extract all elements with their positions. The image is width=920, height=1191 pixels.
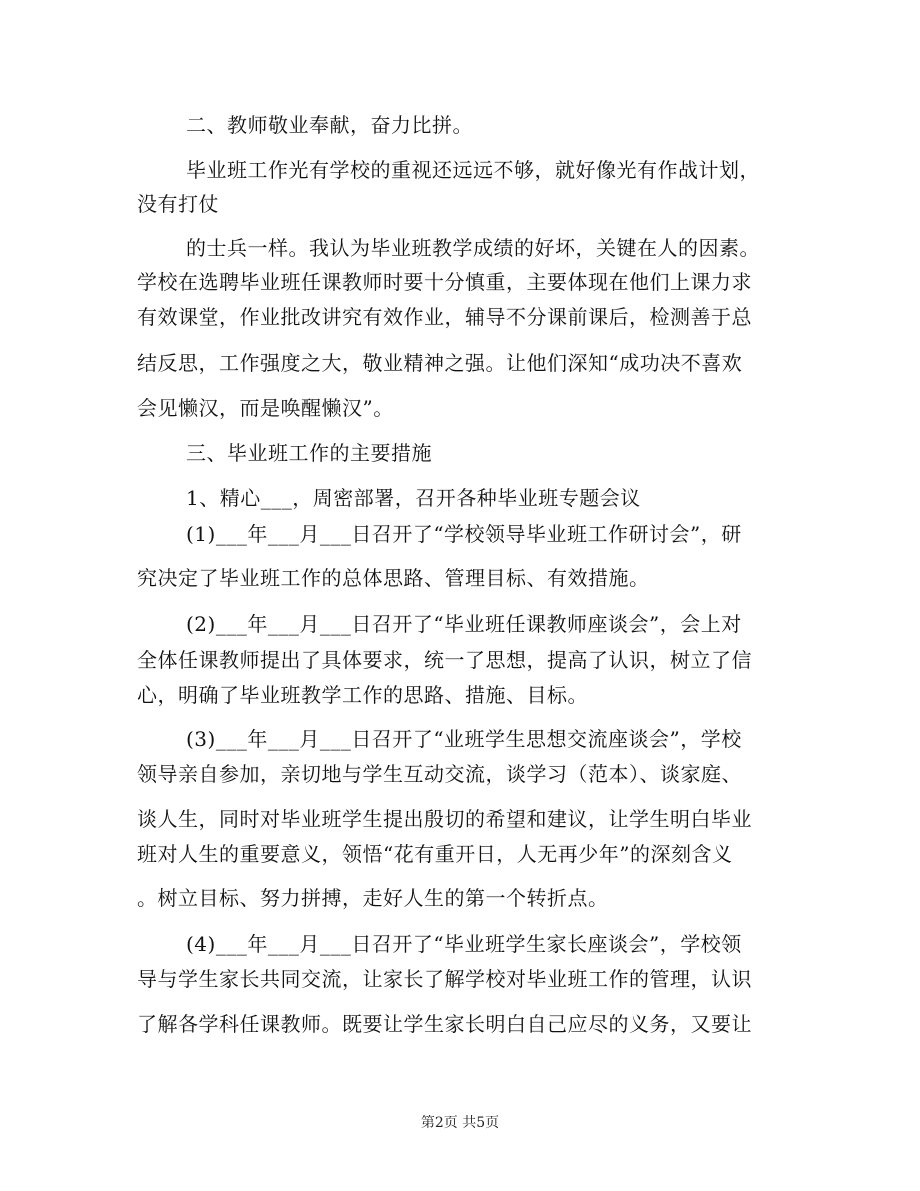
text-line: 没有打仗 <box>137 192 219 216</box>
text-line: 了解各学科任课教师。既要让学生家长明白自己应尽的义务，又要让 <box>137 1012 752 1036</box>
text-line: 二、教师敬业奉献，奋力比拼。 <box>186 113 473 137</box>
text-line: 的士兵一样。我认为毕业班教学成绩的好坏，关键在人的因素。 <box>186 236 760 260</box>
text-line: 学校在选聘毕业班任课教师时要十分慎重，主要体现在他们上课力求 <box>137 270 752 294</box>
text-line: 有效课堂，作业批改讲究有效作业，辅导不分课前课后，检测善于总 <box>137 305 752 329</box>
subsection-heading: 1、精心___，周密部署，召开各种毕业班专题会议 <box>186 486 641 510</box>
text-line: 导与学生家长共同交流，让家长了解学校对毕业班工作的管理，认识 <box>137 967 752 991</box>
text-line: 究决定了毕业班工作的总体思路、管理目标、有效措施。 <box>137 566 650 590</box>
text-line: 全体任课教师提出了具体要求，统一了思想，提高了认识，树立了信 <box>137 648 752 672</box>
text-line: (3)___年___月___日召开了“业班学生思想交流座谈会”，学校 <box>186 727 742 751</box>
section-heading: 三、毕业班工作的主要措施 <box>186 441 432 465</box>
text-line: 心，明确了毕业班教学工作的思路、措施、目标。 <box>137 683 588 707</box>
text-line: 会见懒汉，而是唤醒懒汉”。 <box>137 396 394 420</box>
text-line: 毕业班工作光有学校的重视还远远不够，就好像光有作战计划， <box>186 158 760 182</box>
text-line: 班对人生的重要意义，领悟“花有重开日，人无再少年”的深刻含义 <box>137 842 733 866</box>
text-line: 谈人生，同时对毕业班学生提出殷切的希望和建议，让学生明白毕业 <box>137 807 752 831</box>
text-line: (2)___年___月___日召开了“毕业班任课教师座谈会”，会上对 <box>186 612 742 636</box>
text-line: 结反思，工作强度之大，敬业精神之强。让他们深知“成功决不喜欢 <box>137 351 743 375</box>
text-line: (1)___年___月___日召开了“学校领导毕业班工作研讨会”，研 <box>186 522 742 546</box>
text-line: (4)___年___月___日召开了“毕业班学生家长座谈会”，学校领 <box>186 932 742 956</box>
text-line: 领导亲自参加，亲切地与学生互动交流，谈学习（范本）、谈家庭、 <box>137 762 742 786</box>
page-number-footer: 第2页 共5页 <box>420 1115 500 1131</box>
text-line: 。树立目标、努力拼搏，走好人生的第一个转折点。 <box>137 886 609 910</box>
